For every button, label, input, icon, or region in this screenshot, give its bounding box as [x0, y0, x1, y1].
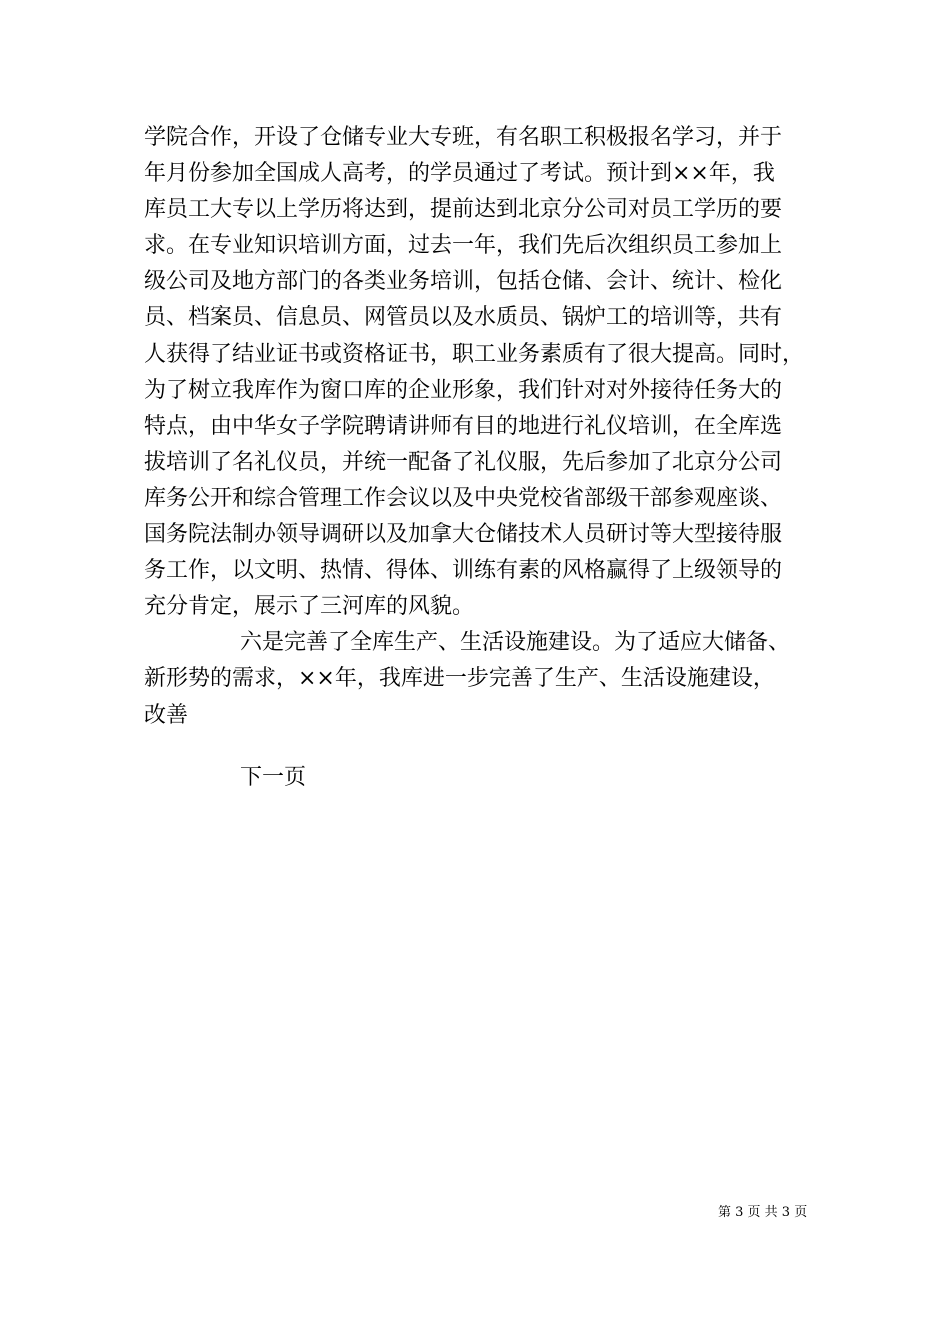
text-line: 务工作，以文明、热情、得体、训练有素的风格赢得了上级领导的 [144, 558, 783, 584]
text-line: 充分肯定，展示了三河库的风貌。 [144, 594, 475, 620]
text-line: 国务院法制办领导调研以及加拿大仓储技术人员研讨等大型接待服 [144, 522, 783, 548]
text-line: 六是完善了全库生产、生活设施建设。为了适应大储备、 [240, 630, 791, 656]
text-line: 为了树立我库作为窗口库的企业形象，我们针对对外接待任务大的 [144, 377, 783, 403]
text-line: 学院合作，开设了仓储专业大专班，有名职工积极报名学习，并于 [144, 125, 783, 150]
text-line: 新形势的需求，××年，我库进一步完善了生产、生活设施建设， [144, 666, 775, 692]
page-footer: 第 3 页 共 3 页 [718, 1205, 808, 1220]
text-line: 级公司及地方部门的各类业务培训，包括仓储、会计、统计、检化 [144, 269, 783, 295]
text-line: 人获得了结业证书或资格证书，职工业务素质有了很大提高。同时， [144, 341, 805, 367]
text-line: 年月份参加全国成人高考，的学员通过了考试。预计到××年，我 [144, 161, 775, 187]
text-line: 库务公开和综合管理工作会议以及中央党校省部级干部参观座谈、 [144, 485, 783, 511]
text-line: 求。在专业知识培训方面，过去一年，我们先后次组织员工参加上 [144, 233, 783, 259]
text-line: 改善 [144, 702, 189, 728]
body-text [144, 120, 814, 734]
text-line: 库员工大专以上学历将达到，提前达到北京分公司对员工学历的要 [144, 197, 783, 223]
text-line: 员、档案员、信息员、网管员以及水质员、锅炉工的培训等，共有 [144, 305, 783, 331]
next-page-link[interactable]: 下一页 [240, 765, 307, 790]
text-line: 特点，由中华女子学院聘请讲师有目的地进行礼仪培训，在全库选 [144, 413, 783, 439]
text-line: 拔培训了名礼仪员，并统一配备了礼仪服，先后参加了北京分公司 [144, 449, 783, 475]
